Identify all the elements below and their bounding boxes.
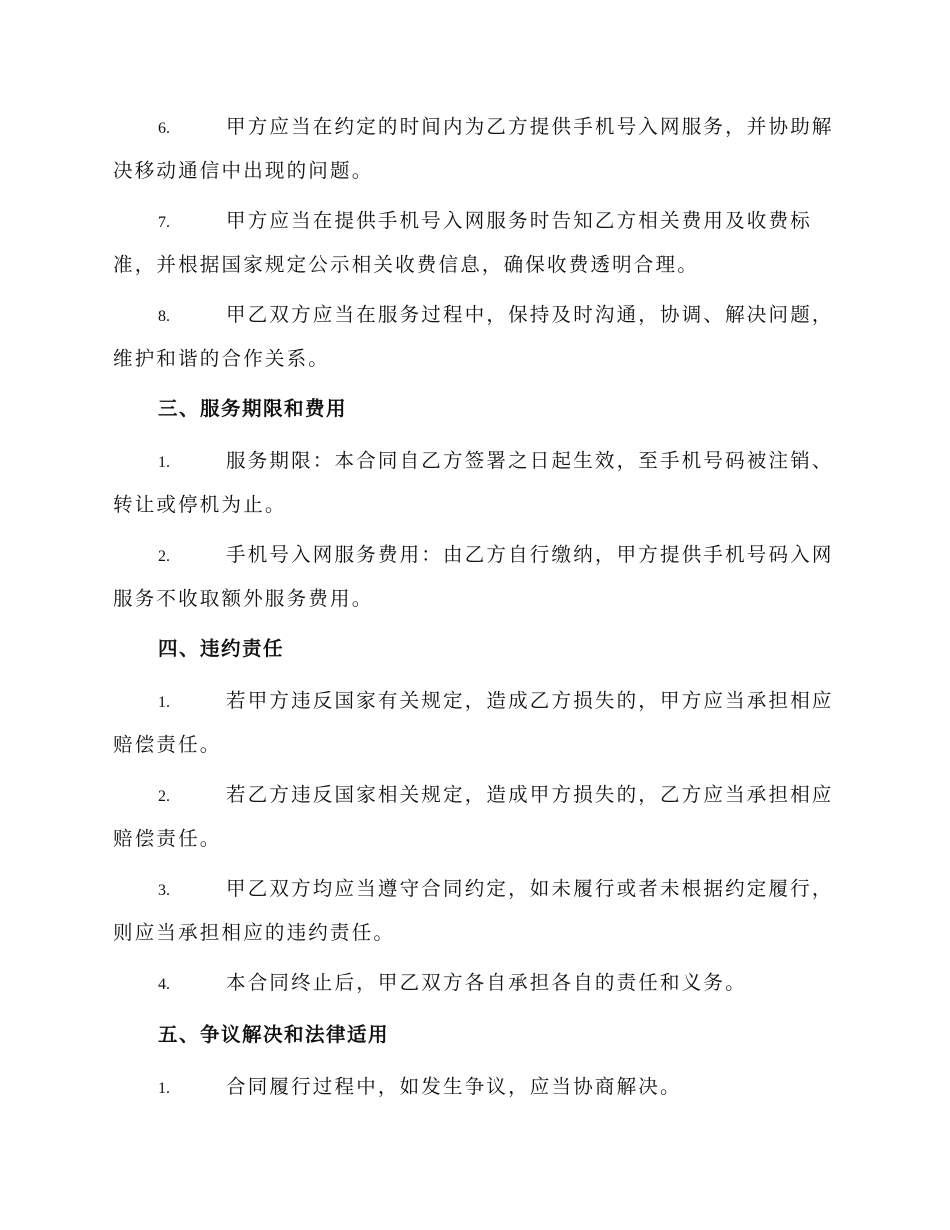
clause-text: 合同履行过程中，如发生争议，应当协商解决。 <box>226 1075 682 1098</box>
clause-number: 2. <box>158 548 170 565</box>
clause-text: 本合同终止后，甲乙双方各自承担各自的责任和义务。 <box>226 971 747 994</box>
section3-item-2 <box>113 534 833 620</box>
clause-item-7 <box>113 200 833 286</box>
clause-text: 服务期限：本合同自乙方签署之日起生效，至手机号码被注销、 <box>226 449 834 472</box>
section-heading-3: 三、服务期限和费用 <box>158 397 348 420</box>
section5-item-1 <box>113 1066 833 1110</box>
section4-item-2 <box>113 774 833 860</box>
clause-number: 1. <box>158 454 170 471</box>
clause-line <box>113 200 833 244</box>
clause-line <box>113 440 833 484</box>
clause-text-continued: 赔偿责任。 <box>113 827 222 850</box>
clause-text-continued: 赔偿责任。 <box>113 733 222 756</box>
clause-line <box>113 106 833 150</box>
section-heading-4: 四、违约责任 <box>158 637 285 660</box>
clause-number: 1. <box>158 1080 170 1097</box>
clause-item-6 <box>113 106 833 192</box>
clause-line <box>113 294 833 338</box>
clause-text: 甲乙双方均应当遵守合同约定，如未履行或者未根据约定履行， <box>226 877 834 900</box>
clause-text: 若甲方违反国家有关规定，造成乙方损失的，甲方应当承担相应 <box>226 689 834 712</box>
clause-line <box>113 868 833 912</box>
section-heading-5: 五、争议解决和法律适用 <box>158 1023 390 1046</box>
clause-text: 若乙方违反国家相关规定，造成甲方损失的，乙方应当承担相应 <box>226 783 834 806</box>
clause-number: 8. <box>158 308 170 325</box>
section4-item-3 <box>113 868 833 954</box>
clause-item-8 <box>113 294 833 380</box>
clause-text: 手机号入网服务费用：由乙方自行缴纳，甲方提供手机号码入网 <box>226 543 834 566</box>
clause-text-continued: 维护和谐的合作关系。 <box>113 347 331 370</box>
clause-text-continued: 转让或停机为止。 <box>113 493 287 516</box>
clause-number: 1. <box>158 694 170 711</box>
clause-number: 6. <box>158 120 170 137</box>
clause-line <box>113 774 833 818</box>
clause-text: 甲方应当在提供手机号入网服务时告知乙方相关费用及收费标 <box>226 209 812 232</box>
clause-text-continued: 服务不收取额外服务费用。 <box>113 587 374 610</box>
section3-item-1 <box>113 440 833 526</box>
clause-line <box>113 962 833 1006</box>
clause-text-continued: 则应当承担相应的违约责任。 <box>113 921 396 944</box>
clause-text: 甲乙双方应当在服务过程中，保持及时沟通，协调、解决问题， <box>226 303 834 326</box>
clause-line <box>113 534 833 578</box>
clause-number: 4. <box>158 976 170 993</box>
section4-item-1 <box>113 680 833 766</box>
clause-number: 7. <box>158 214 170 231</box>
clause-line <box>113 1066 833 1110</box>
clause-line <box>113 680 833 724</box>
section4-item-4 <box>113 962 833 1006</box>
clause-number: 2. <box>158 788 170 805</box>
clause-text-continued: 准，并根据国家规定公示相关收费信息，确保收费透明合理。 <box>113 253 699 276</box>
clause-text-continued: 决移动通信中出现的问题。 <box>113 159 374 182</box>
clause-number: 3. <box>158 882 170 899</box>
clause-text: 甲方应当在约定的时间内为乙方提供手机号入网服务，并协助解 <box>226 115 834 138</box>
